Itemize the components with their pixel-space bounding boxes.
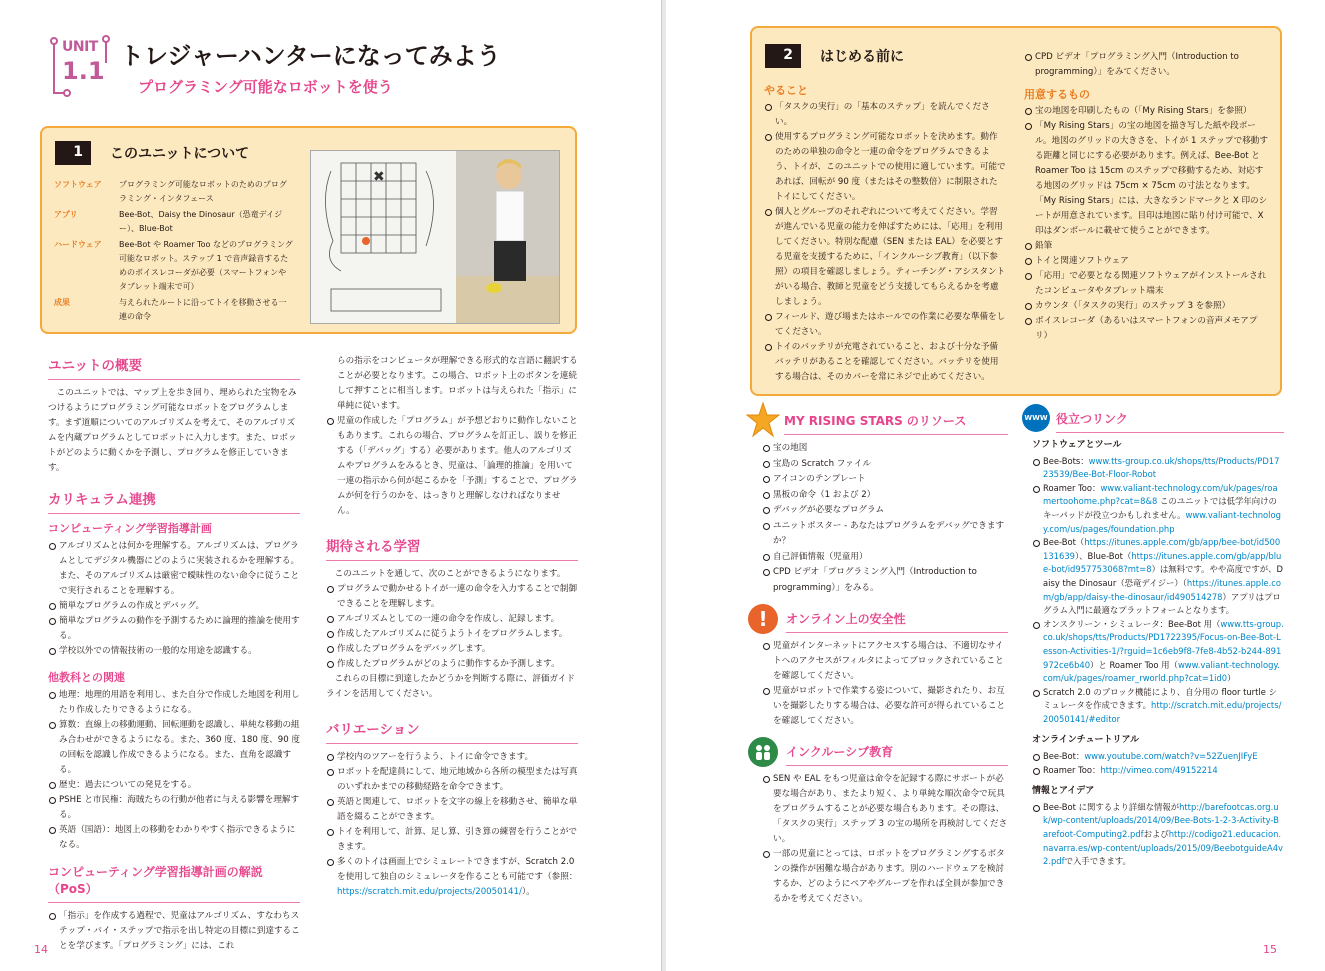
info-heading: 情報とアイデア: [1032, 786, 1095, 797]
list-item: 英語（国語）：地図上の移動をわかりやすく指示できるようになる。: [48, 823, 300, 853]
list-item: 個人とグループのそれぞれについて考えてください。学習が進んでいる児童の能力を伸ばすためには、「応用」を利用してください。特別な配慮（SEN または EAL）を必要とする児童を支援するために、「インクルーシブ教育」（以下参照）の項目を確認しましょう。ティーチング・アシスタントがいる場合、教師と児童をどう支援してもらえるかを考慮しましょう。: [764, 205, 1006, 310]
beebot-app-link[interactable]: https://itunes.apple.com/gb/app/bee-bot/id500131639: [1043, 537, 1281, 561]
list-item: 英語と関連して、ロボットを文字の線上を移動させ、簡単な単語を綴ることができます。: [326, 795, 578, 825]
list-item: ロボットを配達員にして、地元地域から各所の模型または写真のいずれかまでの移動経路を命令できます。: [326, 765, 578, 795]
list-item: フィールド、遊び場またはホールでの作業に必要な準備をしてください。: [764, 310, 1006, 340]
link-label: Roamer Too：: [1043, 482, 1101, 493]
star-icon: [746, 402, 780, 438]
todo-column: [764, 82, 1006, 385]
www-icon: WWW: [1022, 404, 1050, 432]
list-item: 児童がロボットで作業する姿について、撮影されたり、お互いを撮影したりする場合は、必要な許可が得られていることを確認してください。: [762, 684, 1008, 729]
link-text: ）: [1227, 673, 1236, 684]
links-section: [1022, 406, 1284, 433]
right-column-2: [1022, 406, 1284, 869]
list-item: 鉛筆: [1024, 239, 1268, 254]
left-column-1: [48, 354, 300, 954]
list-item: 宝の地図を印刷したもの（「My Rising Stars」を参照）: [1024, 104, 1268, 119]
list-item: 一部の児童にとっては、ロボットをプログラミングするボタンの操作が困難な場合があります。別のハードウェアを検討するか、どのようにペアやグループを作れば全員が参加できるかを考えてください。: [762, 847, 1008, 907]
list-item: [1032, 750, 1284, 764]
list-item: ユニットポスター - あなたはプログラムをデバッグできますか？: [762, 519, 1008, 550]
list-item: CPD ビデオ「プログラミング入門（Introduction to programming）」をみてください。: [1024, 50, 1268, 80]
barefoot-link[interactable]: http://barefootcas.org.uk/wp-content/uploads/2014/09/Bee-Bots-1-2-3-Activity-Barefoot-Computing2.pdf: [1043, 801, 1279, 840]
before-start-box: [750, 26, 1282, 396]
curriculum-heading: カリキュラム連携: [48, 488, 300, 514]
todo-column-2: [1024, 50, 1268, 344]
list-item: 「タスクの実行」の「基本のステップ」を読んでください。: [764, 100, 1006, 130]
variation-text: 多くのトイは画面上でシミュレートできますが、Scratch 2.0 を使用して独自のシミュレータを作ることも可能です（参照：: [337, 857, 578, 882]
list-item: 「応用」で必要となる関連ソフトウェアがインストールされたコンピュータやタブレット端末: [1024, 269, 1268, 299]
section-number: [55, 141, 91, 165]
list-item: 学校内のツアーを行うよう、トイに命令できます。: [326, 750, 578, 765]
about-row: [54, 296, 294, 324]
link-text: ）と Roamer Too 用（: [1090, 659, 1178, 670]
list-item: [1032, 482, 1284, 536]
unit-badge: [50, 33, 108, 101]
pos-explain-heading: コンピューティング学習指導計画の解説（PoS）: [48, 863, 300, 903]
list-item: CPD ビデオ「プログラミング入門（Introduction to programming）」をみる。: [762, 565, 1008, 596]
overview-text: このユニットでは、マップ上を歩き回り、埋められた宝物をみつけるようにプログラミング可能なロボットをプログラムします。まず道順についてのアルゴリズムを考えて、そのアルゴリズムを内蔵プログラムとしてロボットに入力します。また、ロボットがどのように動くかを予測し、プログラムを修正していきます。: [48, 388, 297, 473]
list-item: [1032, 686, 1284, 727]
bluebot-app-link[interactable]: https://itunes.apple.com/gb/app/blue-bot/id957753068?mt=8: [1043, 550, 1282, 575]
warning-icon: !: [748, 604, 778, 634]
about-row: [54, 208, 294, 236]
roamer-sim-link[interactable]: www.valiant-technology.com/uk/pages/roamer_rworld.php?cat=1id0: [1043, 659, 1280, 684]
link-label: Bee-Bot：: [1043, 751, 1085, 762]
list-item: [1032, 536, 1284, 618]
list-item: SEN や EAL をもつ児童は命令を記録する際にサポートが必要な場合があり、またより短く、より単純な順次命令で玩具をプログラムすることが必要な場合もあります。その際は、「タスクの実行」ステップ 3 の宝の場所を再検討してください。: [762, 772, 1008, 847]
section-number-text: 1: [73, 144, 83, 160]
link-text: ）、Blue-Bot（: [1074, 550, 1132, 561]
list-item: 簡単なプログラムの動作を予測するために論理的推論を使用する。: [48, 614, 300, 644]
page-number: 15: [1263, 943, 1277, 956]
list-item: 作成したプログラムがどのように動作するか予測します。: [326, 657, 578, 672]
tutorial-heading: オンラインチュートリアル: [1032, 735, 1140, 746]
list-item: プログラムで動かせるトイが一連の命令を入力することで制御できることを理解します。: [326, 582, 578, 612]
link-text: ）は無料です。やや高度ですが、Daisy the Dinosaur（恐竜デイジー）（: [1043, 564, 1283, 588]
roamer-foundation-link[interactable]: www.valiant-technology.com/us/pages/foundation.php: [1043, 509, 1281, 534]
list-item: 使用するプログラミング可能なロボットを決めます。動作のための単独の命令と一連の命令をプログラムできるよう、トイが、このユニットでの使用に適しています。可能であれば、回転が 90 度（またはその整数倍）に制限されたトイにしてください。: [764, 130, 1006, 205]
continued-text: らの指示をコンピュータが理解できる形式的な言語に翻訳することが必要となります。この場合、ロボット上のボタンを連続して押すことに相当します。ロボットは与えられた「指示」に単純に従います。: [337, 356, 578, 411]
treasure-map-photo-icon: [311, 151, 560, 324]
about-label: 成果: [54, 298, 70, 307]
list-item: 宝の地図: [762, 441, 1008, 457]
photo-child-with-map: [310, 150, 560, 324]
prepare-heading: 用意するもの: [1024, 88, 1090, 101]
link-text: ）アプリはプログラム入門に最適なプラットフォームとなります。: [1043, 591, 1281, 616]
unit-number: 1.1: [62, 57, 105, 85]
list-item: 児童の作成した「プログラム」が予想どおりに動作しないこともあります。これらの場合、プログラムを訂正し、誤りを修正する（「デバッグ」する）必要があります。他人のアルゴリズムやプログラムをみるとき、児童は、「論理的推論」を用いて一連の指示から何が起こるかを「予測」することで、プログラムが何を行うのかを、はっきりと理解しなければなりません。: [326, 414, 578, 519]
list-item: 「My Rising Stars」の宝の地図を描き写した紙や段ボール。地図のグリッドの大きさを、トイが 1 ステップで移動する距離と同じにする必要があります。例えば、Bee-Bot と Roamer Too は 15cm のステップで移動するため、対応する地図のグリッドは 75cm × 75cm の寸法となります。「My Rising Stars」には、大きなランドマークと X 印のシートが用意されています。目印は地図に貼り付け可能で、X 印はダンボールに載せて使うことができます。: [1024, 119, 1268, 239]
section-number-text: 2: [783, 47, 793, 63]
list-item: トイのバッテリが充電されていること、および十分な予備バッテリがあることを確認してください。バッテリを使用する場合は、そのカバーを常にネジで止めてください。: [764, 340, 1006, 385]
software-heading: ソフトウェアとツール: [1032, 440, 1122, 450]
list-item: 学校以外での情報技術の一般的な用途を認識する。: [48, 644, 300, 659]
people-icon: [748, 737, 778, 767]
list-item: デバッグが必要なプログラム: [762, 503, 1008, 519]
link-text: Bee-Bot に関するより詳細な情報が: [1043, 801, 1180, 812]
unit-label: UNIT: [62, 39, 98, 55]
resources-list: [750, 441, 1008, 596]
about-text: Bee-Bot や Roamer Too などのプログラミング可能なロボット。ステップ 1 で音声録音するためのボイスレコーダが必要（スマートフォンやタブレット端末で可）: [119, 240, 293, 291]
list-item: 自己評価情報（児童用）: [762, 550, 1008, 566]
expected-intro: このユニットを通して、次のことができるようになります。: [334, 569, 566, 579]
links-body: [1022, 439, 1284, 869]
link-text: および: [1143, 829, 1169, 840]
section-heading: このユニットについて: [110, 146, 250, 162]
safety-section: [750, 606, 1008, 633]
other-subjects-heading: 他教科との関連: [48, 671, 125, 684]
scratch-editor-link[interactable]: http://scratch.mit.edu/projects/20050141/#editor: [1043, 700, 1282, 724]
inclusive-heading: インクルーシブ教育: [786, 739, 1008, 766]
list-item: 「指示」を作成する過程で、児童はアルゴリズム、すなわちステップ・バイ・ステップで指示を出し特定の目標に到達することを学びます。「プログラミング」には、これ: [48, 909, 300, 954]
about-label: アプリ: [54, 210, 78, 219]
link-text: Scratch 2.0 のブロック機能により、自分用の floor turtle シミュレータを作成できます。: [1043, 686, 1277, 711]
beebot-sim-link[interactable]: www.tts-group.co.uk/shops/tts/Products/PD1722395/Focus-on-Bee-Bot-Lesson-Activities-1/?rguid=1c6eb9f8-7fe8-4b52-b244-891972ce6b40: [1043, 618, 1284, 670]
page-number: 14: [34, 943, 48, 956]
left-page: [0, 0, 662, 971]
links-heading: 役立つリンク: [1056, 406, 1284, 433]
list-item: [1032, 618, 1284, 686]
list-item: PSHE と市民権：海賊たちの行動が他者に与える影響を理解する。: [48, 793, 300, 823]
expected-outro: これらの目標に到達したかどうかを判断する際に、評価ガイドラインを活用してください。: [326, 674, 575, 699]
todo-heading: やること: [764, 84, 808, 97]
beebot-youtube-link[interactable]: www.youtube.com/watch?v=52ZuenJIFyE: [1084, 751, 1258, 762]
list-item: [1032, 801, 1284, 869]
list-item: 地理：地理的用語を利用し、また自分で作成した地図を利用したり作成したりできるようになる。: [48, 688, 300, 718]
about-row: [54, 178, 294, 206]
list-item: 作成したプログラムをデバッグします。: [326, 642, 578, 657]
about-text: プログラミング可能なロボットのためのプログラミング・インタフェース: [119, 180, 287, 203]
link-label: Bee-Bots：: [1043, 455, 1089, 466]
link-text: で入手できます。: [1064, 856, 1131, 867]
inclusive-list: [750, 772, 1008, 907]
svg-text:✖: ✖: [373, 169, 385, 185]
link-label: Bee-Bot（: [1043, 537, 1085, 548]
right-column-1: [750, 406, 1008, 907]
variation-heading: バリエーション: [326, 718, 578, 744]
page-title: トレジャーハンターになってみよう: [120, 42, 501, 70]
list-item: [1032, 764, 1284, 778]
list-item: トイと関連ソフトウェア: [1024, 254, 1268, 269]
section-number: [765, 44, 801, 68]
list-item: アルゴリズムとは何かを理解する。アルゴリズムは、プログラムとしてデジタル機器にどのように実装されるかを理解する。また、そのアルゴリズムは厳密で曖昧性のない命令に従うことで実行されることを理解する。: [48, 539, 300, 599]
codigo21-link[interactable]: http://codigo21.educacion.navarra.es/wp-content/uploads/2015/09/BeebotguideA4v2.pdf: [1043, 829, 1284, 867]
roamer-vimeo-link[interactable]: http://vimeo.com/49152214: [1100, 764, 1218, 775]
section-heading: はじめる前に: [820, 49, 904, 65]
left-column-2: [326, 354, 578, 900]
list-item: アイコンのテンプレート: [762, 472, 1008, 488]
list-item: 簡単なプログラムの作成とデバッグ。: [48, 599, 300, 614]
link-text: このユニットでは低学年向けのキーパッドが役立つかもしれません。: [1043, 496, 1277, 520]
right-page: [666, 0, 1325, 971]
about-label: ハードウェア: [54, 240, 102, 249]
list-item: 児童がインターネットにアクセスする場合は、不適切なサイトへのアクセスがフィルタによってブロックされていることを確認してください。: [762, 639, 1008, 684]
list-item: ボイスレコーダ（あるいはスマートフォンの音声メモアプリ）: [1024, 314, 1268, 344]
about-text: 与えられたルートに沿ってトイを移動させる一連の命令: [119, 298, 287, 321]
resources-section: [750, 406, 1008, 435]
link-label: オンスクリーン・シミュレータ：Bee-Bot 用（: [1043, 618, 1221, 629]
page-subtitle: プログラミング可能なロボットを使う: [138, 78, 393, 96]
link-label: Roamer Too：: [1043, 764, 1101, 775]
list-item: 歴史：過去についての発見をする。: [48, 778, 300, 793]
about-table: [54, 178, 294, 324]
list-item: カウンタ（「タスクの実行」のステップ 3 を参照）: [1024, 299, 1268, 314]
unit-about-box: [40, 126, 577, 334]
about-row: [54, 238, 294, 294]
roamer-link[interactable]: www.valiant-technology.com/uk/pages/roamertoohome.php?cat=8&8: [1043, 482, 1278, 507]
resources-heading: MY RISING STARS のリソース: [784, 406, 1008, 435]
inclusive-section: [750, 739, 1008, 766]
list-item: 作成したアルゴリズムに従うようトイをプログラムします。: [326, 627, 578, 642]
list-item: 算数：直線上の移動運動、回転運動を認識し、単純な移動の組み合わせができるようになる。また、360 度、180 度、90 度の回転を認識し作成できるようになる。また、直角を認識する。: [48, 718, 300, 778]
variation-end: ）。: [521, 887, 535, 897]
beebots-link[interactable]: www.tts-group.co.uk/shops/tts/Products/PD1723539/Bee-Bot-Floor-Robot: [1043, 455, 1280, 480]
about-label: ソフトウェア: [54, 180, 102, 189]
list-item: [1032, 455, 1284, 482]
expected-learning-heading: 期待される学習: [326, 535, 578, 561]
list-item: 黒板の命令（1 および 2）: [762, 488, 1008, 504]
overview-heading: ユニットの概要: [48, 354, 300, 380]
safety-list: [750, 639, 1008, 729]
list-item: [326, 855, 578, 900]
scratch-project-link[interactable]: https://scratch.mit.edu/projects/20050141/: [337, 887, 522, 897]
list-item: アルゴリズムとしての一連の命令を作成し、記録します。: [326, 612, 578, 627]
about-text: Bee-Bot、Daisy the Dinosaur（恐竜デイジー）、Blue-Bot: [119, 210, 283, 233]
daisy-app-link[interactable]: https://itunes.apple.com/gb/app/daisy-the-dinosaur/id490514278: [1043, 577, 1281, 602]
list-item: トイを利用して、計算、足し算、引き算の練習を行うことができます。: [326, 825, 578, 855]
list-item: 宝島の Scratch ファイル: [762, 457, 1008, 473]
pos-heading: コンピューティング学習指導計画: [48, 522, 212, 535]
safety-heading: オンライン上の安全性: [786, 606, 1008, 633]
